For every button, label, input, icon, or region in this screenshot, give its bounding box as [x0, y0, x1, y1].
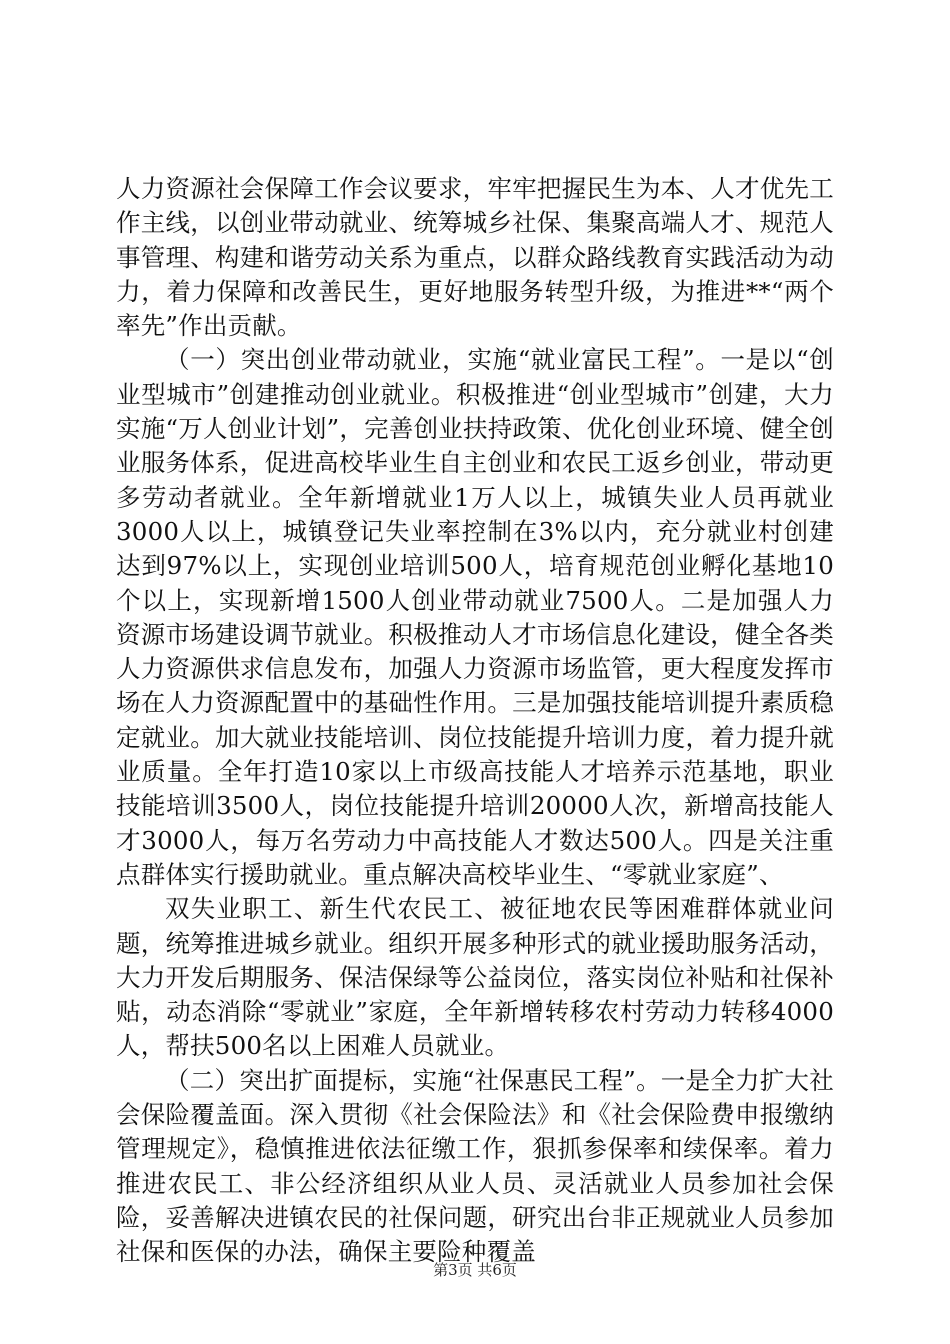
paragraph-section-two: （二）突出扩面提标，实施“社保惠民工程”。一是全力扩大社会保险覆盖面。深入贯彻《社会保险法》和《社会保险费申报缴纳管理规定》，稳慎推进依法征缴工作，狠抓参保率和续保率。着力推进农民工、非公经济组织从业人员、灵活就业人员参加社会保险，妥善解决进镇农民的社保问题，研究出台非正规就业人员参加社保和医保的办法，确保主要险种覆盖: [116, 1065, 834, 1267]
document-body: [116, 172, 834, 1270]
paragraph-intro: 人力资源社会保障工作会议要求，牢牢把握民生为本、人才优先工作主线，以创业带动就业、统筹城乡社保、集聚高端人才、规范人事管理、构建和谐劳动关系为重点，以群众路线教育实践活动为动力，着力保障和改善民生，更好地服务转型升级，为推进**“两个率先”作出贡献。: [116, 174, 834, 341]
paragraph-section-one: （一）突出创业带动就业，实施“就业富民工程”。一是以“创业型城市”创建推动创业就业。积极推进“创业型城市”创建，大力实施“万人创业计划”，完善创业扶持政策、优化创业环境、健全创业服务体系，促进高校毕业生自主创业和农民工返乡创业，带动更多劳动者就业。全年新增就业1万人以上，城镇失业人员再就业3000人以上，城镇登记失业率控制在3%以内，充分就业村创建达到97%以上，实现创业培训500人，培育规范创业孵化基地10个以上，实现新增1500人创业带动就业7500人。二是加强人力资源市场建设调节就业。积极推动人才市场信息化建设，健全各类人力资源供求信息发布，加强人力资源市场监管，更大程度发挥市场在人力资源配置中的基础性作用。三是加强技能培训提升素质稳定就业。加大就业技能培训、岗位技能提升培训力度，着力提升就业质量。全年打造10家以上市级高技能人才培养示范基地，职业技能培训3500人，岗位技能提升培训20000人次，新增高技能人才3000人，每万名劳动力中高技能人才数达500人。四是关注重点群体实行援助就业。重点解决高校毕业生、“零就业家庭”、: [116, 345, 834, 889]
page-footer: 第3页 共6页: [433, 1261, 517, 1279]
paragraph-section-one-continued: 双失业职工、新生代农民工、被征地农民等困难群体就业问题，统筹推进城乡就业。组织开展多种形式的就业援助服务活动，大力开发后期服务、保洁保绿等公益岗位，落实岗位补贴和社保补贴，动态消除“零就业”家庭，全年新增转移农村劳动力转移4000人，帮扶500名以上困难人员就业。: [116, 894, 834, 1061]
